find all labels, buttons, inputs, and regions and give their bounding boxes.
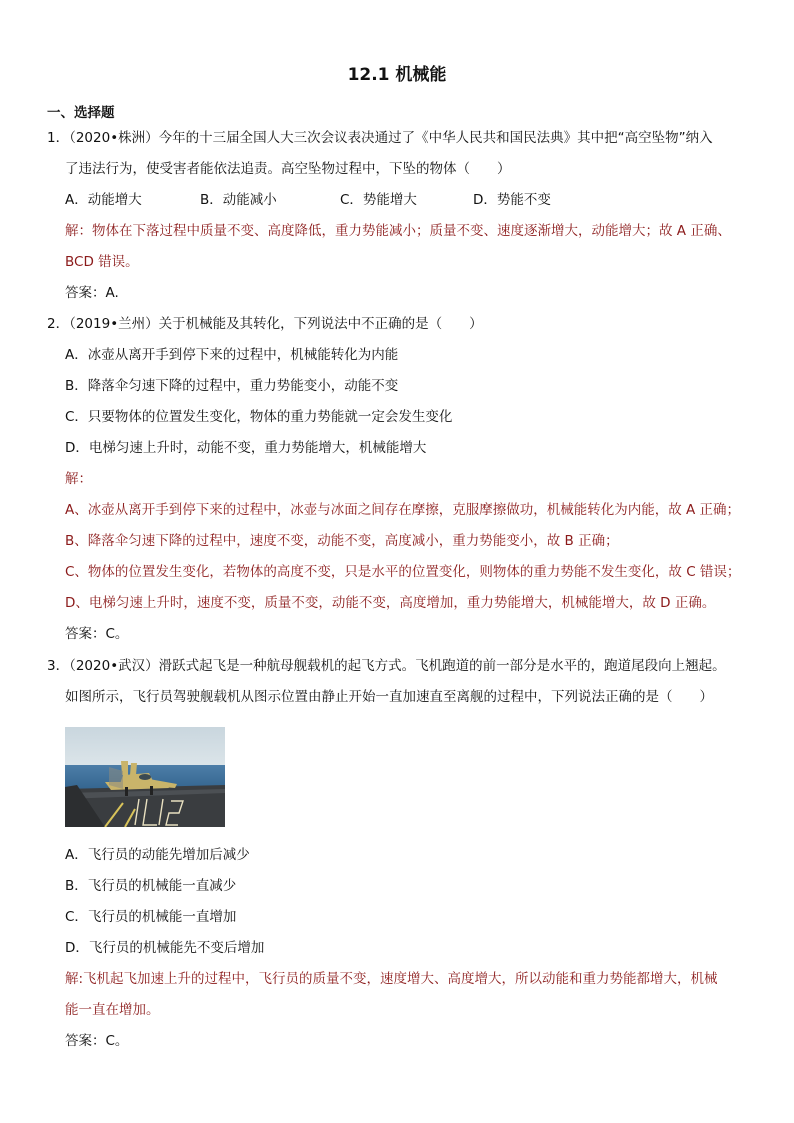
q2-stem: 2．（2019•兰州）关于机械能及其转化，下列说法中不正确的是（ ） [47, 316, 483, 332]
q2-solution-a: A、冰壶从离开手到停下来的过程中，冰壶与冰面之间存在摩擦，克服摩擦做功，机械能转化为内能，故 A 正确； [65, 502, 741, 518]
q1-stem-line1: 1．（2020•株洲）今年的十三届全国人大三次会议表决通过了《中华人民共和国民法典》其中把“高空坠物”纳入 [47, 130, 713, 146]
q1-option-a: A．动能增大 [65, 192, 142, 208]
q1-solution-line1: 解：物体在下落过程中质量不变、高度降低，重力势能减小；质量不变、速度逐渐增大，动能增大；故 A 正确、 [65, 223, 731, 239]
q3-stem-line1: 3．（2020•武汉）滑跃式起飞是一种航母舰载机的起飞方式。飞机跑道的前一部分是水平的，跑道尾段向上翘起。 [47, 658, 726, 674]
section-heading: 一、选择题 [47, 105, 115, 121]
page-title: 12.1 机械能 [347, 65, 447, 85]
q3-solution-line2: 能一直在增加。 [65, 1002, 160, 1018]
q2-option-b: B．降落伞匀速下降的过程中，重力势能变小，动能不变 [65, 378, 399, 394]
q3-solution-line1: 解:飞机起飞加速上升的过程中，飞行员的质量不变，速度增大、高度增大，所以动能和重力势能都增大，机械 [65, 971, 718, 987]
q1-answer: 答案：A. [65, 285, 119, 301]
q2-solution-head: 解： [65, 471, 92, 487]
q1-option-b: B．动能减小 [200, 192, 277, 208]
q2-answer: 答案：C。 [65, 626, 129, 642]
q1-options [65, 191, 551, 209]
q1-solution-line2: BCD 错误。 [65, 254, 139, 270]
q2-option-c: C．只要物体的位置发生变化，物体的重力势能就一定会发生变化 [65, 409, 453, 425]
q3-stem-line2: 如图所示，飞行员驾驶舰载机从图示位置由静止开始一直加速直至离舰的过程中，下列说法正确的是（ ） [65, 689, 713, 705]
q2-option-d: D．电梯匀速上升时，动能不变，重力势能增大，机械能增大 [65, 440, 427, 456]
q1-option-c: C．势能增大 [340, 192, 417, 208]
q1-option-d: D．势能不变 [473, 192, 551, 208]
carrier-jet-photo [65, 727, 225, 827]
q1-stem-line2: 了违法行为，使受害者能依法追责。高空坠物过程中，下坠的物体（ ） [65, 161, 511, 177]
q3-answer: 答案：C。 [65, 1033, 129, 1049]
q2-solution-b: B、降落伞匀速下降的过程中，速度不变，动能不变，高度减小，重力势能变小，故 B 正确； [65, 533, 619, 549]
q3-option-c: C．飞行员的机械能一直增加 [65, 909, 237, 925]
q2-option-a: A．冰壶从离开手到停下来的过程中，机械能转化为内能 [65, 347, 399, 363]
q2-solution-c: C、物体的位置发生变化，若物体的高度不变，只是水平的位置变化，则物体的重力势能不发生变化，故 C 错误； [65, 564, 741, 580]
q2-solution-d: D、电梯匀速上升时，速度不变，质量不变，动能不变，高度增加，重力势能增大，机械能增大，故 D 正确。 [65, 595, 716, 611]
q3-option-a: A．飞行员的动能先增加后减少 [65, 847, 250, 863]
q3-option-b: B．飞行员的机械能一直减少 [65, 878, 237, 894]
q3-option-d: D．飞行员的机械能先不变后增加 [65, 940, 265, 956]
